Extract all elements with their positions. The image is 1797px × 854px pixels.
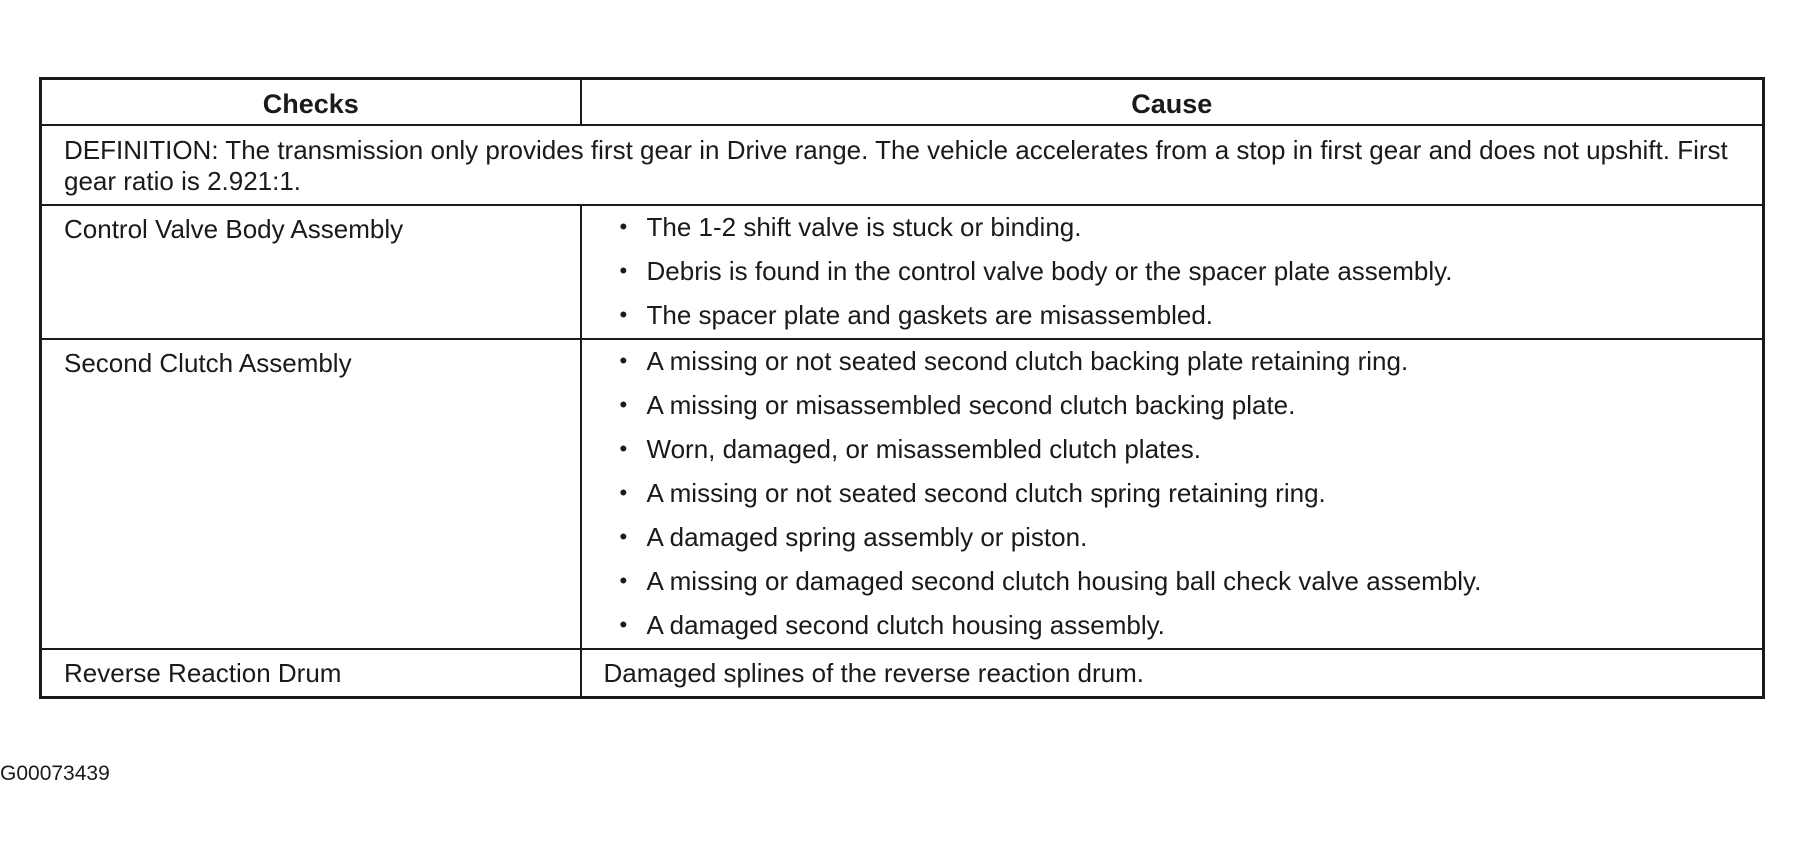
cause-text: A missing or damaged second clutch housing ball check valve assembly. <box>646 566 1482 596</box>
cause-cell <box>581 205 1764 339</box>
cause-cell <box>581 339 1764 649</box>
bullet-icon: • <box>619 258 628 283</box>
cause-item <box>620 300 1743 330</box>
bullet-icon: • <box>619 392 628 417</box>
cause-item <box>620 610 1743 640</box>
bullet-icon: • <box>619 612 628 637</box>
check-cell: Reverse Reaction Drum <box>41 649 581 698</box>
cause-item <box>620 390 1743 420</box>
diagnostic-table <box>39 77 1765 699</box>
table-row <box>41 205 1764 339</box>
bullet-icon: • <box>619 302 628 327</box>
check-cell: Second Clutch Assembly <box>41 339 581 649</box>
cause-list <box>620 346 1743 640</box>
cause-text: A damaged spring assembly or piston. <box>646 522 1088 552</box>
header-cause: Cause <box>581 79 1764 126</box>
table-row <box>41 649 1764 698</box>
definition-text: DEFINITION: The transmission only provides first gear in Drive range. The vehicle accelerates from a stop in first gear and does not upshift. First gear ratio is 2.921:1. <box>41 125 1764 205</box>
cause-item <box>620 566 1743 596</box>
bullet-icon: • <box>619 214 628 239</box>
bullet-icon: • <box>619 524 628 549</box>
header-checks: Checks <box>41 79 581 126</box>
cause-list <box>620 212 1743 330</box>
cause-text: A missing or misassembled second clutch backing plate. <box>646 390 1296 420</box>
cause-text: Debris is found in the control valve body or the spacer plate assembly. <box>646 256 1453 286</box>
cause-text: A damaged second clutch housing assembly. <box>646 610 1165 640</box>
cause-item <box>620 256 1743 286</box>
definition-row <box>41 125 1764 205</box>
cause-text: The spacer plate and gaskets are misassembled. <box>646 300 1214 330</box>
figure-id-caption: G00073439 <box>0 762 110 785</box>
cause-item <box>620 434 1743 464</box>
bullet-icon: • <box>619 568 628 593</box>
cause-text: Worn, damaged, or misassembled clutch plates. <box>646 434 1201 464</box>
cause-item <box>620 478 1743 508</box>
cause-text: A missing or not seated second clutch spring retaining ring. <box>646 478 1326 508</box>
cause-text: The 1-2 shift valve is stuck or binding. <box>646 212 1082 242</box>
bullet-icon: • <box>619 480 628 505</box>
cause-item <box>620 522 1743 552</box>
cause-cell: Damaged splines of the reverse reaction drum. <box>581 649 1764 698</box>
bullet-icon: • <box>619 348 628 373</box>
cause-item <box>620 212 1743 242</box>
header-row <box>41 79 1764 126</box>
check-cell: Control Valve Body Assembly <box>41 205 581 339</box>
bullet-icon: • <box>619 436 628 461</box>
cause-item <box>620 346 1743 376</box>
table-row <box>41 339 1764 649</box>
cause-text: A missing or not seated second clutch backing plate retaining ring. <box>646 346 1409 376</box>
